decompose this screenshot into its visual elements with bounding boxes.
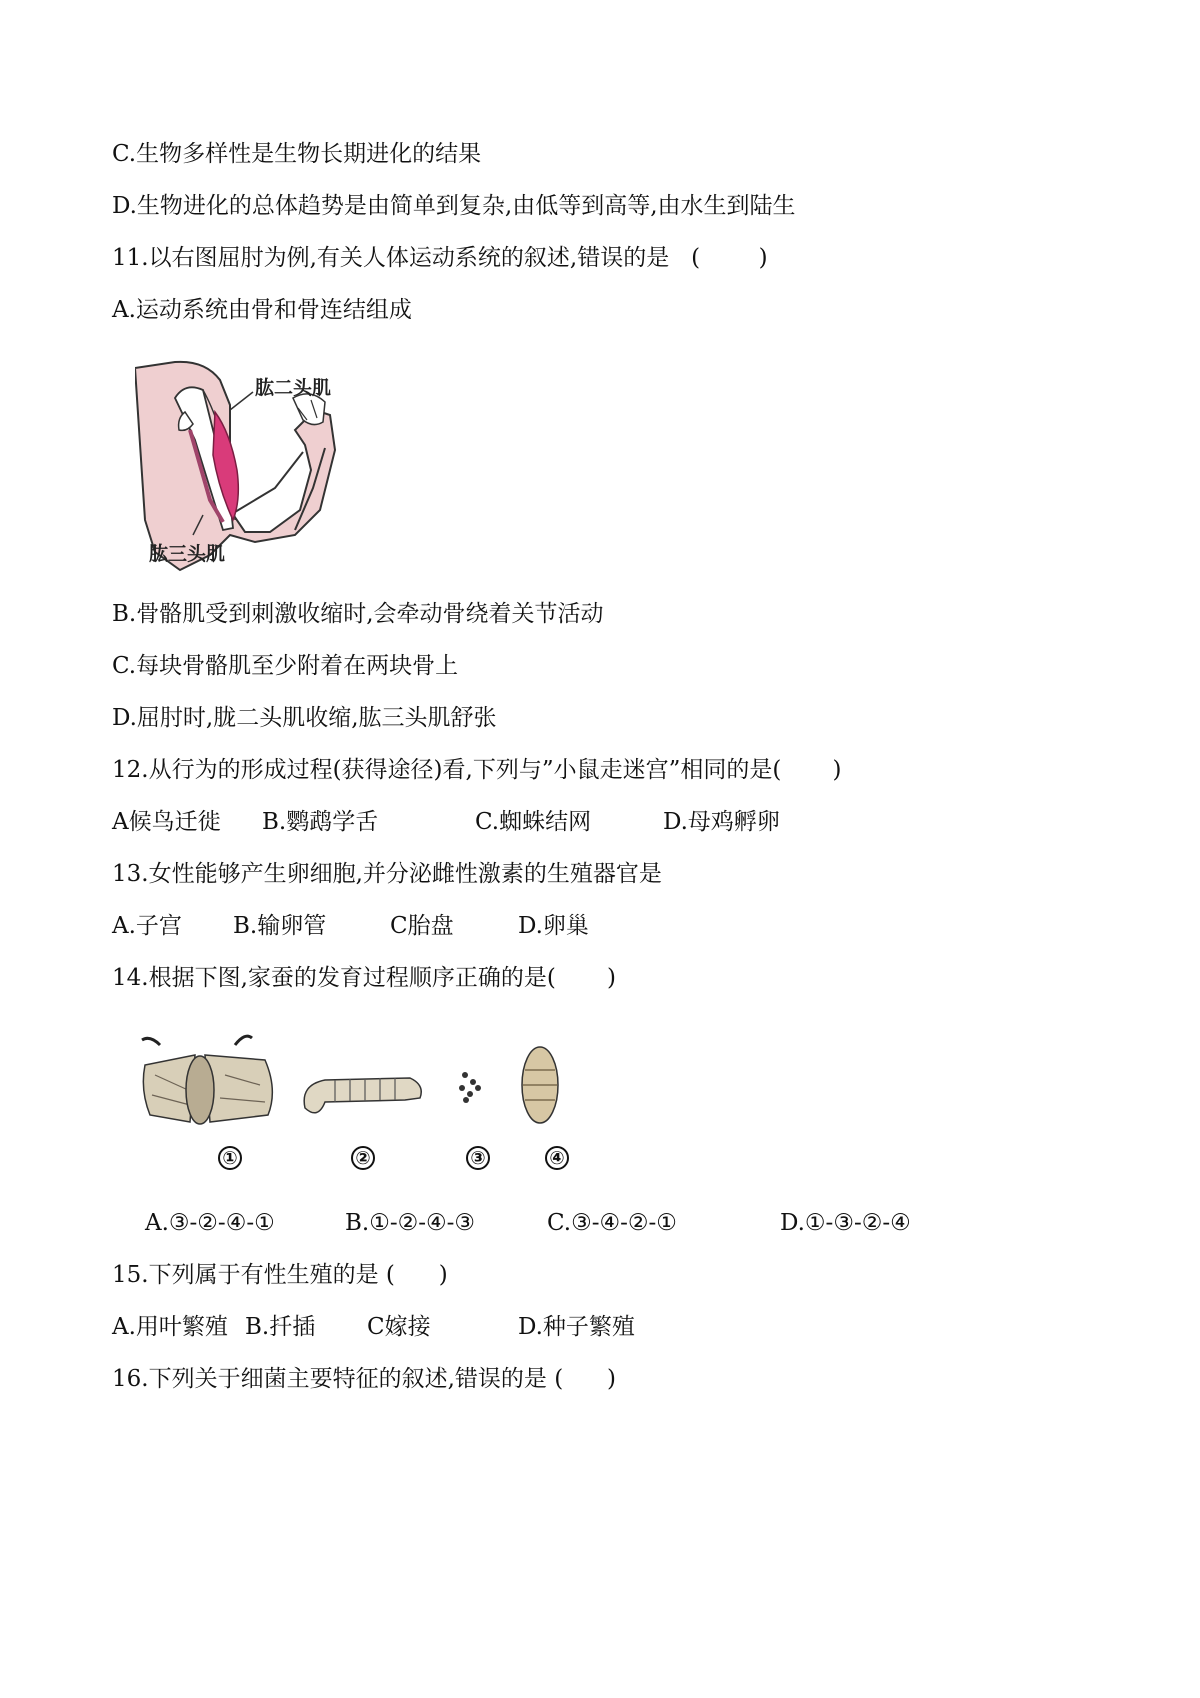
q15-option-c: C嫁接 [367,1314,431,1340]
q13-stem: 13.女性能够产生卵细胞,并分泌雌性激素的生殖器官是 [112,861,662,887]
q11-option-b: B.骨骼肌受到刺激收缩时,会牵动骨绕着关节活动 [112,601,604,627]
q15-option-d: D.种子繁殖 [518,1314,635,1340]
q13-option-b: B.输卵管 [233,913,327,939]
q12-option-d: D.母鸡孵卵 [663,809,780,835]
label-1: ① [222,1148,238,1169]
q14-option-a: A.③-②-④-① [145,1210,275,1236]
arm-muscle-figure [135,360,365,575]
q14-option-b: B.①-②-④-③ [345,1210,476,1236]
moth-image [142,1036,272,1124]
q13-option-a: A.子宫 [112,913,182,939]
q10-option-d: D.生物进化的总体趋势是由简单到复杂,由低等到高等,由水生到陆生 [112,193,796,219]
label-4: ④ [549,1148,565,1169]
q13-option-c: C胎盘 [390,913,454,939]
pupa-image [522,1047,558,1123]
q15-stem: 15.下列属于有性生殖的是 ( ) [112,1262,448,1288]
q15-option-b: B.扦插 [245,1314,316,1340]
q11-option-c: C.每块骨骼肌至少附着在两块骨上 [112,653,459,679]
q15-option-a: A.用叶繁殖 [112,1314,228,1340]
q14-option-c: C.③-④-②-① [547,1210,677,1236]
q10-option-c: C.生物多样性是生物长期进化的结果 [112,141,482,167]
eggs-image [459,1072,481,1103]
q11-option-d: D.屈肘时,胧二头肌收缩,肱三头肌舒张 [112,705,497,731]
biceps-label: 肱二头肌 [255,377,332,399]
larva-image [304,1078,421,1113]
q13-option-d: D.卵巢 [518,913,589,939]
label-2: ② [355,1148,371,1169]
triceps-label: 肱三头肌 [149,543,226,565]
q11-stem: 11.以右图屈肘为例,有关人体运动系统的叙述,错误的是 ( ) [112,245,768,271]
q11-option-a: A.运动系统由骨和骨连结组成 [112,297,412,323]
q12-option-a: A候鸟迁徙 [112,809,221,835]
q14-option-d: D.①-③-②-④ [780,1210,911,1236]
label-3: ③ [470,1148,486,1169]
silkworm-figure [140,1030,590,1180]
q12-option-c: C.蜘蛛结网 [475,809,592,835]
q16-stem: 16.下列关于细菌主要特征的叙述,错误的是 ( ) [112,1366,617,1392]
q14-stem: 14.根据下图,家蚕的发育过程顺序正确的是( ) [112,965,617,991]
q12-option-b: B.鹦鹉学舌 [262,809,379,835]
q12-stem: 12.从行为的形成过程(获得途径)看,下列与”小鼠走迷宫”相同的是( ) [112,757,842,783]
